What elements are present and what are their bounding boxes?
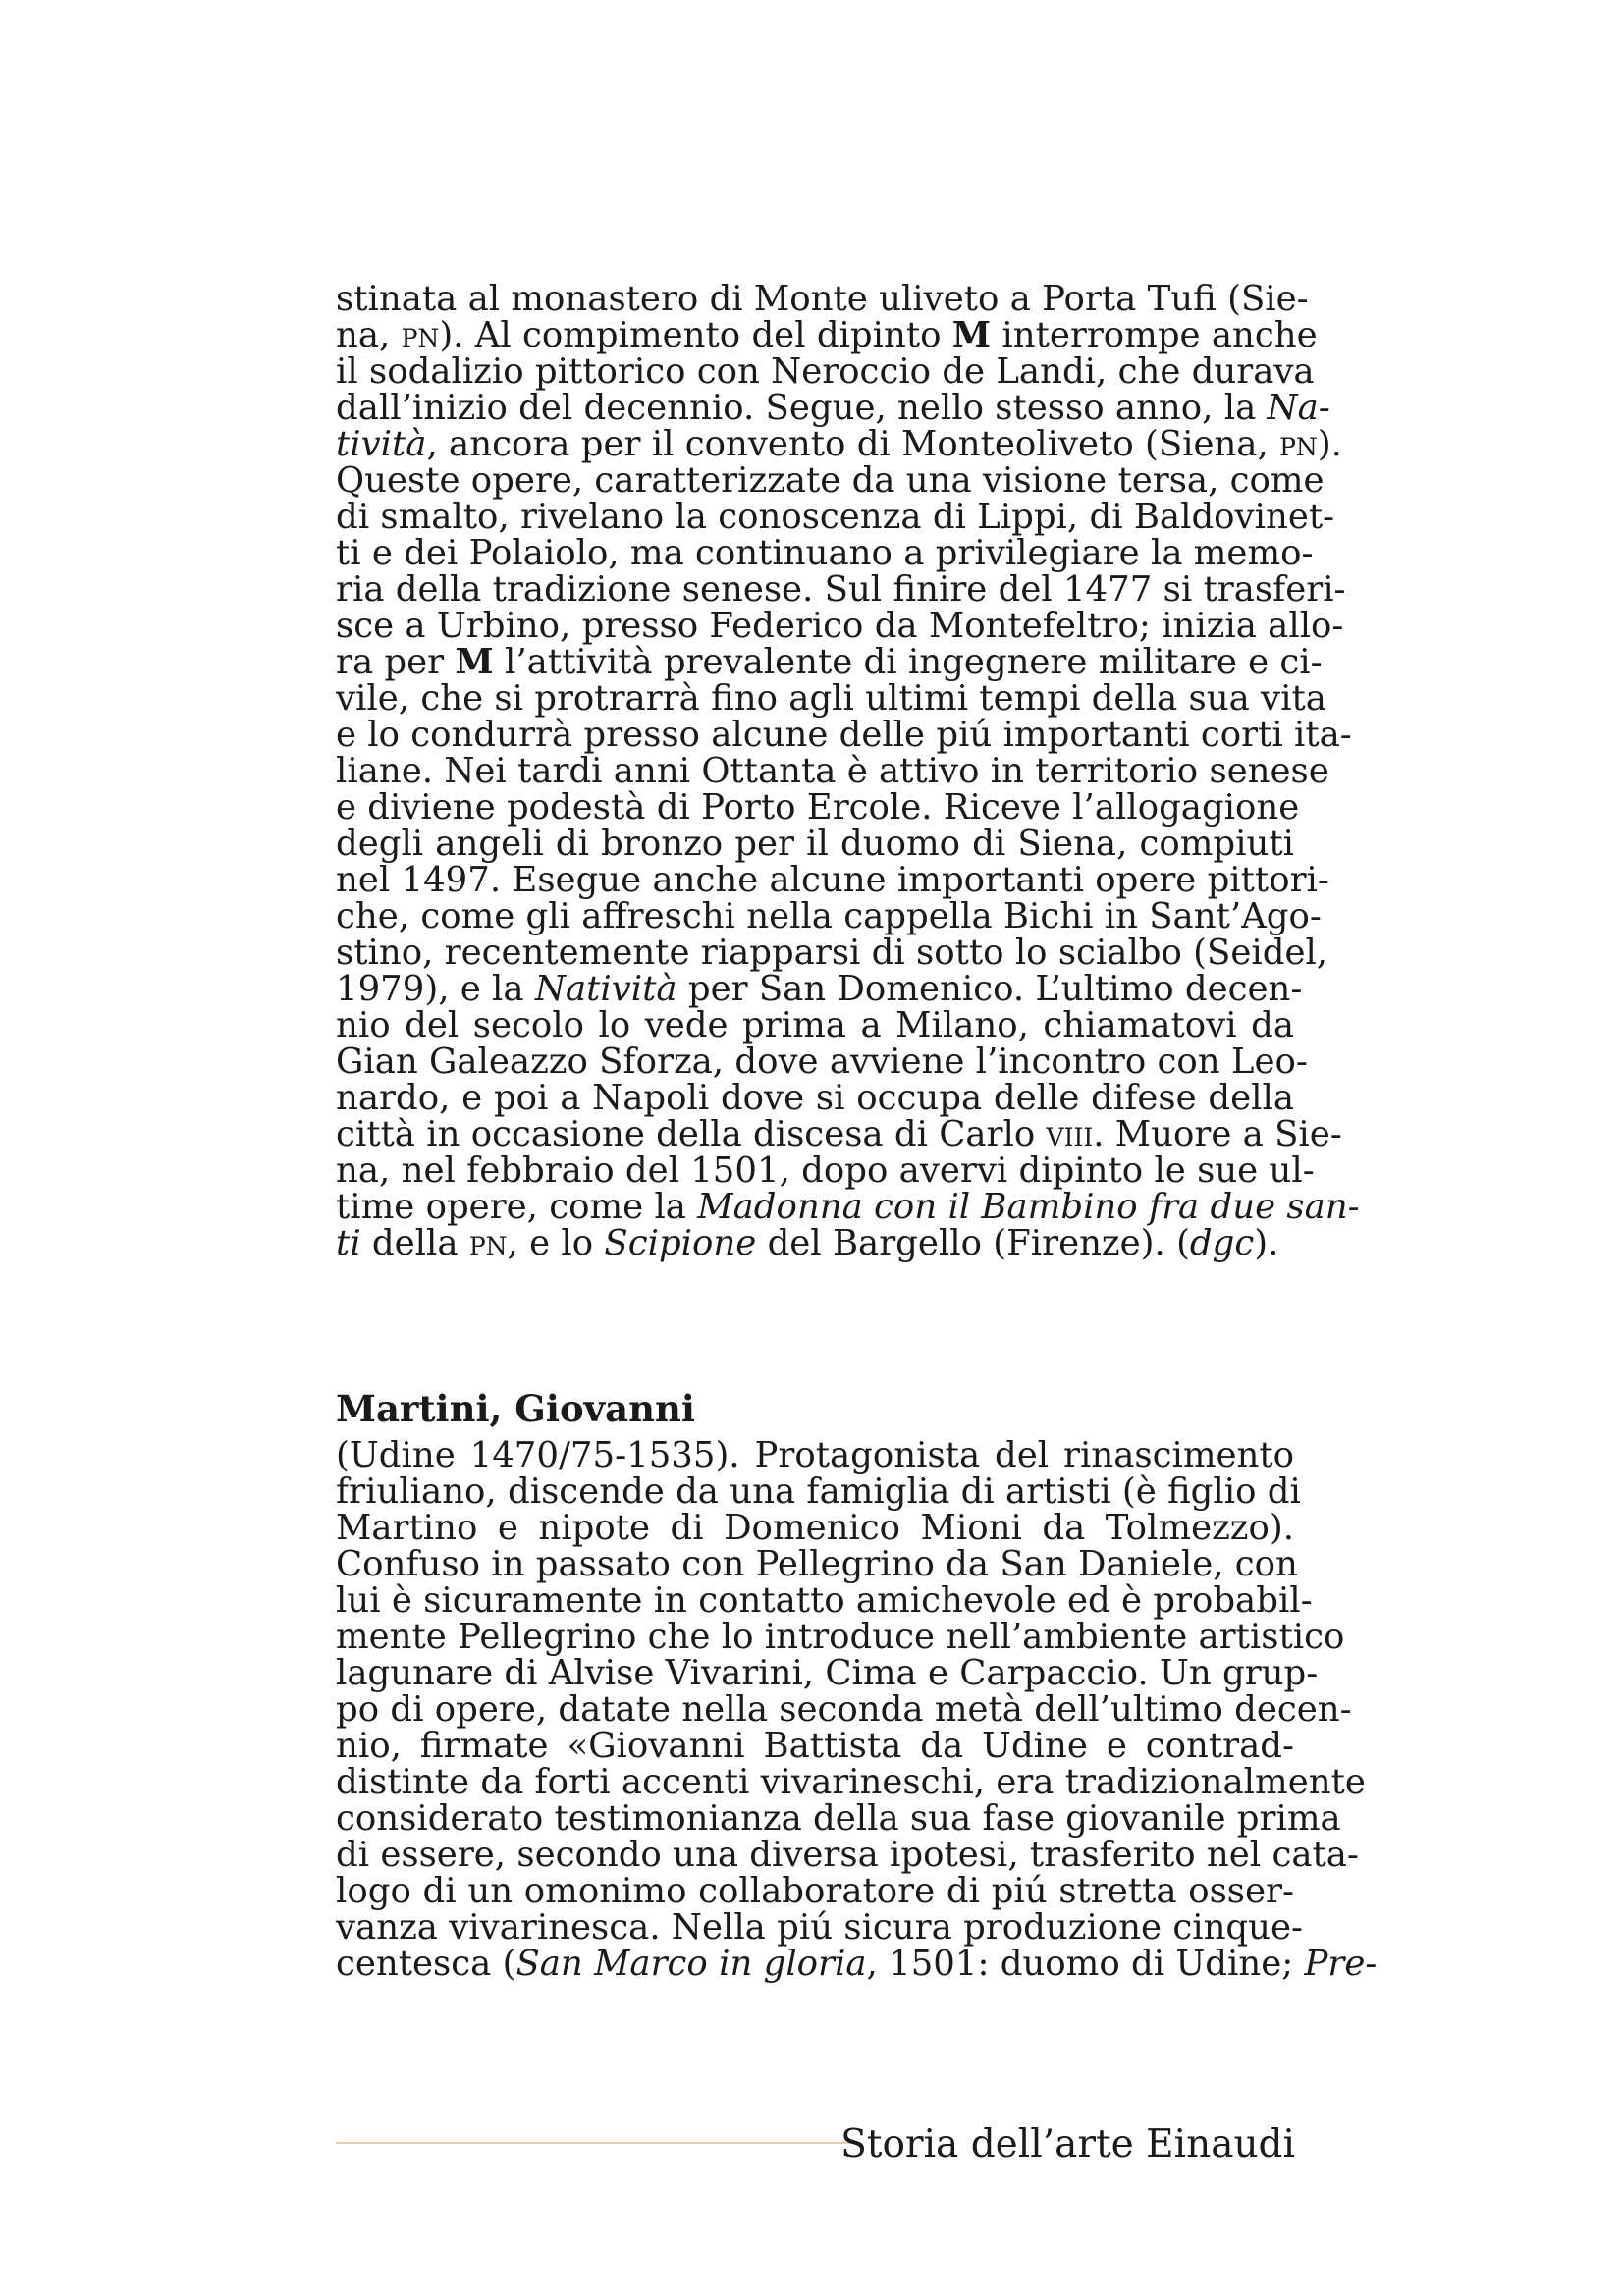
text-line: città in occasione della discesa di Carlo viii. Muore a Sie-: [336, 1114, 1342, 1154]
text-line: nio del secolo lo vede prima a Milano, chiamatovi da: [336, 1005, 1294, 1045]
text-line: logo di un omonimo collaboratore di piú stretta osser-: [336, 1871, 1294, 1911]
text-line: ti e dei Polaiolo, ma continuano a privilegiare la memo-: [336, 533, 1314, 573]
text-line: nio, firmate «Giovanni Battista da Udine e contrad-: [336, 1726, 1294, 1766]
text-line: stino, recentemente riapparsi di sotto lo scialbo (Seidel,: [336, 933, 1328, 973]
text-line: sce a Urbino, presso Federico da Montefeltro; inizia allo-: [336, 606, 1344, 646]
text-line: 1979), e la Natività per San Domenico. L’ultimo decen-: [336, 969, 1303, 1009]
text-line: (Udine 1470/75-1535). Protagonista del rinascimento: [336, 1435, 1294, 1475]
text-line: po di opere, datate nella seconda metà dell’ultimo decen-: [336, 1689, 1352, 1730]
text-line: na, nel febbraio del 1501, dopo avervi dipinto le sue ul-: [336, 1150, 1315, 1191]
text-line: nardo, e poi a Napoli dove si occupa delle difese della: [336, 1078, 1294, 1118]
text-line: mente Pellegrino che lo introduce nell’ambiente artistico: [336, 1617, 1345, 1657]
text-line: il sodalizio pittorico con Neroccio de Landi, che durava: [336, 351, 1315, 392]
text-line: ra per M l’attività prevalente di ingegnere militare e ci-: [336, 642, 1323, 682]
entry-heading: Martini, Giovanni: [336, 1387, 695, 1430]
text-line: di essere, secondo una diversa ipotesi, trasferito nel cata-: [336, 1835, 1359, 1875]
text-line: lui è sicuramente in contatto amichevole ed è probabil-: [336, 1580, 1313, 1621]
entry-continuation-text: [336, 279, 1360, 1263]
text-line: na, pn). Al compimento del dipinto M interrompe anche: [336, 315, 1318, 355]
text-line: vile, che si protrarrà fino agli ultimi tempi della sua vita: [336, 678, 1326, 719]
text-line: Gian Galeazzo Sforza, dove avviene l’incontro con Leo-: [336, 1041, 1308, 1082]
text-line: ti della pn, e lo Scipione del Bargello (Firenze). (dgc).: [336, 1223, 1279, 1263]
text-line: nel 1497. Esegue anche alcune importanti opere pittori-: [336, 860, 1329, 900]
text-line: vanza vivarinesca. Nella piú sicura produzione cinque-: [336, 1907, 1304, 1948]
text-line: Queste opere, caratterizzate da una visione tersa, come: [336, 460, 1325, 501]
text-line: dall’inizio del decennio. Segue, nello stesso anno, la Na-: [336, 388, 1330, 428]
entry-body-text: [336, 1435, 1378, 1984]
text-line: che, come gli affreschi nella cappella Bichi in Sant’Ago-: [336, 896, 1322, 936]
text-line: distinte da forti accenti vivarineschi, era tradizionalmente: [336, 1762, 1366, 1802]
text-line: di smalto, rivelano la conoscenza di Lippi, di Baldovinet-: [336, 497, 1335, 537]
text-line: Confuso in passato con Pellegrino da San Daniele, con: [336, 1544, 1298, 1584]
text-line: tività, ancora per il convento di Monteoliveto (Siena, pn).: [336, 424, 1342, 464]
text-line: time opere, come la Madonna con il Bambino fra due san-: [336, 1187, 1360, 1227]
footer-rule: [336, 2142, 856, 2144]
text-line: lagunare di Alvise Vivarini, Cima e Carpaccio. Un grup-: [336, 1653, 1319, 1693]
text-line: friuliano, discende da una famiglia di artisti (è figlio di: [336, 1471, 1301, 1512]
text-line: Martino e nipote di Domenico Mioni da Tolmezzo).: [336, 1508, 1294, 1548]
text-line: liane. Nei tardi anni Ottanta è attivo in territorio senese: [336, 751, 1329, 791]
footer-book-title: Storia dell’arte Einaudi: [840, 2122, 1295, 2166]
text-line: centesca (San Marco in gloria, 1501: duomo di Udine; Pre-: [336, 1944, 1378, 1984]
text-line: degli angeli di bronzo per il duomo di Siena, compiuti: [336, 824, 1294, 864]
text-line: e lo condurrà presso alcune delle piú importanti corti ita-: [336, 715, 1352, 755]
text-line: considerato testimonianza della sua fase giovanile prima: [336, 1798, 1341, 1839]
text-line: ria della tradizione senese. Sul finire del 1477 si trasferi-: [336, 569, 1346, 610]
text-line: e diviene podestà di Porto Ercole. Riceve l’allogagione: [336, 787, 1300, 828]
text-line: stinata al monastero di Monte uliveto a Porta Tufi (Sie-: [336, 279, 1309, 319]
